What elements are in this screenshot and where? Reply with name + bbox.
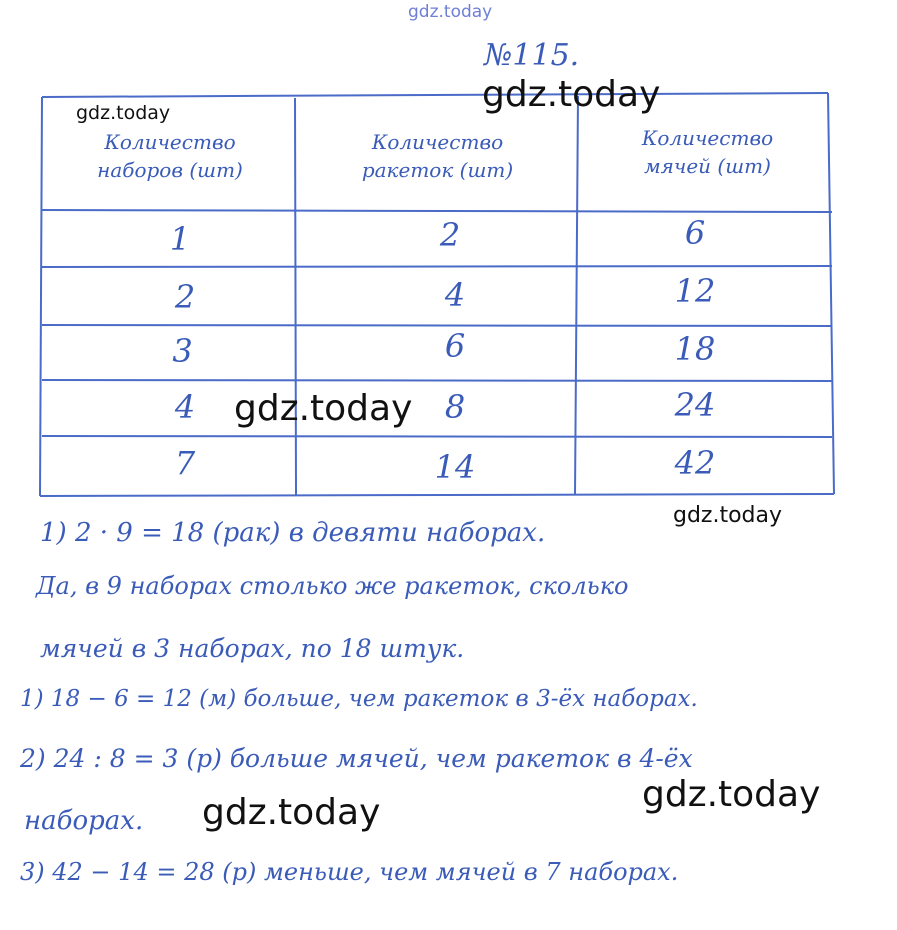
watermark: gdz.today (202, 792, 381, 833)
task-number: №115. (484, 38, 580, 73)
table-cell: 7 (174, 444, 196, 482)
watermark: gdz.today (673, 503, 783, 528)
table-cell: 3 (172, 332, 193, 370)
table-cell: 6 (684, 214, 706, 252)
table-cell: 1 (169, 220, 191, 258)
table-cell: 6 (444, 327, 466, 365)
table-cell: 4 (444, 276, 466, 314)
solution-line-1: 1) 2 · 9 = 18 (рак) в девяти наборах. (40, 518, 546, 548)
header-rackets-line2: ракеток (шт) (361, 158, 514, 182)
solution-line-2: Да, в 9 наборах столько же ракеток, сколько (36, 572, 629, 600)
table-cell: 42 (674, 444, 716, 482)
table-cell: 2 (174, 278, 196, 316)
solution-line-4: 1) 18 − 6 = 12 (м) больше, чем ракеток в 3-ёх наборах. (20, 686, 698, 712)
solution-line-5: 2) 24 : 8 = 3 (р) больше мячей, чем ракеток в 4-ёх (20, 744, 693, 773)
header-balls (590, 124, 825, 180)
header-rackets (305, 128, 570, 184)
table-cell: 24 (674, 386, 716, 424)
table-cell: 8 (444, 388, 466, 426)
solution-line-7: 3) 42 − 14 = 28 (р) меньше, чем мячей в 7 наборах. (20, 858, 679, 886)
table-cell: 12 (674, 272, 716, 310)
solution-line-3: мячей в 3 наборах, по 18 штук. (40, 634, 465, 663)
solution-line-6: наборах. (24, 806, 144, 836)
table-cell: 2 (439, 216, 461, 254)
header-sets (55, 128, 285, 184)
watermark: gdz.today (234, 388, 413, 429)
top-watermark: gdz.today (408, 2, 493, 22)
watermark: gdz.today (642, 774, 821, 815)
watermark: gdz.today (482, 74, 661, 115)
header-balls-line1: Количество (641, 126, 774, 150)
header-sets-line2: наборов (шт) (97, 158, 243, 182)
watermark: gdz.today (76, 102, 171, 124)
table-cell: 4 (174, 388, 196, 426)
header-rackets-line1: Количество (371, 130, 504, 154)
header-balls-line2: мячей (шт) (644, 154, 771, 178)
header-sets-line1: Количество (104, 130, 236, 154)
table-cell: 18 (674, 330, 716, 368)
table-cell: 14 (434, 448, 476, 486)
